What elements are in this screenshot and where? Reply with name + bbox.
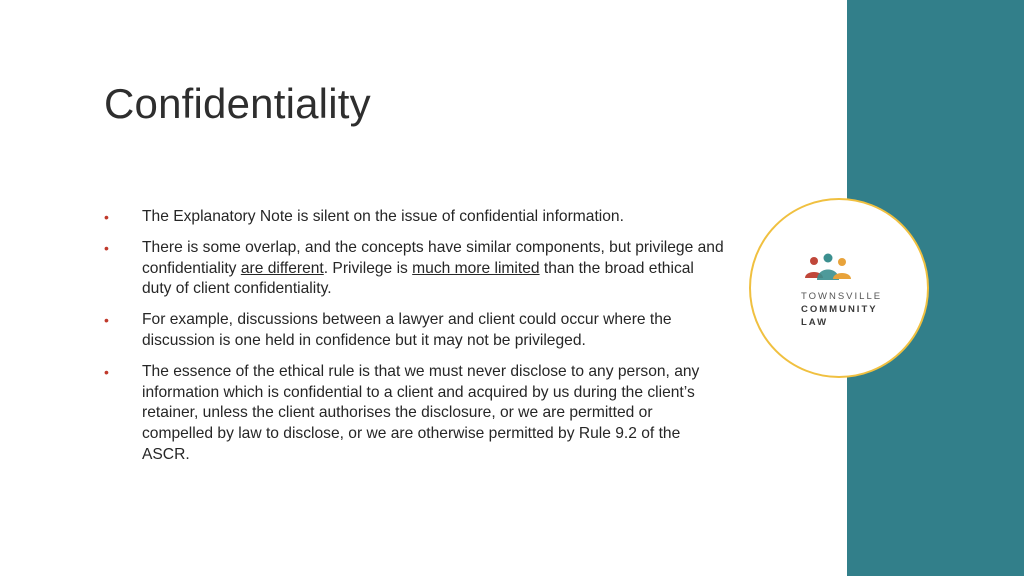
three-people-icon	[799, 252, 857, 284]
bullet-item	[104, 207, 724, 228]
bullet-text: There is some overlap, and the concepts have similar components, but privilege and confidentiality	[142, 238, 724, 277]
logo-badge	[749, 198, 929, 378]
underlined-phrase: are different	[240, 259, 324, 277]
bullet-dot: •	[104, 312, 109, 329]
logo-line-1: TOWNSVILLE	[801, 291, 883, 302]
logo-line-3: LAW	[801, 317, 829, 328]
logo-text	[801, 290, 882, 329]
bullet-item	[104, 238, 724, 300]
bullet-text: . Privilege is	[323, 259, 413, 277]
bullet-text: The Explanatory Note is silent on the issue of confidential information.	[142, 208, 624, 225]
logo-line-2: COMMUNITY	[801, 304, 878, 315]
bullet-text: For example, discussions between a lawyer and client could occur where the discussion is one held in confidence but it may not be privileged.	[142, 311, 672, 349]
bullet-item	[104, 362, 724, 466]
bullet-dot: •	[104, 239, 109, 256]
slide-title: Confidentiality	[104, 80, 371, 127]
underlined-phrase: much more limited	[412, 259, 540, 277]
bullet-list	[104, 207, 724, 476]
bullet-dot: •	[104, 363, 109, 380]
bullet-item	[104, 310, 724, 352]
bullet-text: than the broad ethical duty of client confidentiality.	[142, 259, 694, 298]
bullet-dot: •	[104, 209, 109, 225]
bullet-text: The essence of the ethical rule is that we must never disclose to any person, any information which is confidential to a client and acquired by us during the client’s retainer, unless the client authorises the disclosure, or we are permitted or compelled by law to disclose, or we are otherwise permitted by Rule 9.2 of the ASCR.	[142, 362, 700, 463]
